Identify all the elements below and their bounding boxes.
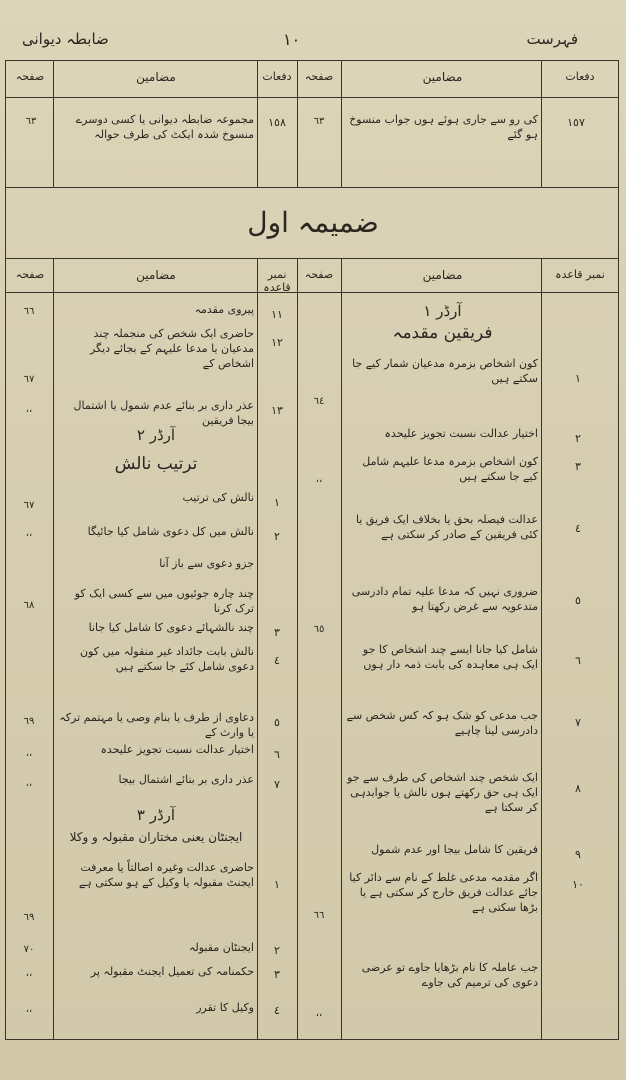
rule-number: ٣ [575,460,581,473]
col-header-safha-left: صفحہ [15,268,45,281]
rule-number: ١ [274,878,280,891]
rule-number: ٤ [575,522,581,535]
entry-page: ٦٦ [313,910,325,921]
running-header [0,30,626,58]
rule-number: ٢ [274,944,280,957]
entry-text: عذر داری بر بنائے اشتمال بیجا [118,773,254,786]
header-book-title: ضابطہ دیوانی [22,30,109,48]
entry-page: ،، [25,748,33,759]
rule-number: ٥ [575,594,581,607]
entry-page: ٦٧ [23,500,35,511]
entry-page: ،، [25,778,33,789]
col-header-rule-number-right: نمبر قاعدہ [555,268,605,281]
entry-text: ضروری نہیں کہ مدعا علیہ تمام دادرسی متدعویہ سے غرض رکھتا ہو [351,585,538,613]
entry-page: ،، [25,1004,33,1015]
entry-text: ایجنٹان مقبولہ [188,941,254,954]
rule-number: ١٠ [572,878,584,891]
page-number: ١٠ [283,30,301,49]
entry-page: ٦٨ [23,600,35,611]
rule-number: ٦ [575,654,581,667]
rule-number: ٧ [575,716,581,729]
entry-text: حکمنامہ کی تعمیل ایجنٹ مقبولہ پر [90,965,254,978]
entry-page: ٦٩ [23,912,35,923]
supplement-title: ضمیمہ اول [247,206,379,239]
entry-page: ،، [315,1008,323,1019]
entry-page: ،، [315,474,323,485]
entry-text: اختیار عدالت نسبت تجویز علیحدہ [384,427,538,440]
entry-page: ٦٩ [23,716,35,727]
col-header-safha-left: صفحہ [15,70,45,83]
rule-number: ٥ [274,716,280,729]
rule-number: ١ [274,496,280,509]
col-header-mazameen-right: مضامین [422,70,463,84]
entry-text: اگر مقدمہ مدعی غلط کے نام سے دائر کیا جائے عدالت فریق خارج کر سکتی ہے یا بڑھا سکتی ہے [349,871,538,914]
col-header-mazameen-left: مضامین [136,268,176,282]
col-header-rule-number-left: نمبر قاعدہ [263,268,291,294]
order-3-title: آرڈر ٣ [136,806,176,824]
rule-number: ٤ [274,1004,280,1017]
entry-page: ٦٤ [313,396,325,407]
entry-text: نالش میں کل دعوی شامل کیا جائیگا [87,525,254,538]
rule-number: ١٣ [271,404,283,417]
entry-text: کون اشخاص بزمرہ مدعیان شمار کیے جا سکتے ہیں [352,357,538,385]
rule-number: ٢ [274,530,280,543]
entry-text: وکیل کا تقرر [196,1001,254,1014]
rule-number: ٣ [274,968,280,981]
rule-number: ٨ [575,782,581,795]
rule-number: ٣ [274,626,280,639]
entry-page: ،، [25,968,33,979]
entry-text: ایک شخص چند اشخاص کی طرف سے جو ایک ہی حق رکھتے ہوں نالش یا جوابدہی کر سکتا ہے [347,771,538,814]
order-2-subtitle: ترتیب نالش [114,454,198,474]
col-header-safha-right: صفحہ [304,268,334,281]
entry-text: حاضری عدالت وغیرہ اصالتاً یا معرفت ایجنٹ مقبولہ یا وکیل کے ہو سکتی ہے [78,861,254,889]
entry-text: اختیار عدالت نسبت تجویز علیحدہ [100,743,254,756]
rule-number: ٦ [274,748,280,761]
col-header-safha-right: صفحہ [304,70,334,83]
order-3-subtitle: ایجنٹان یعنی مختاران مقبولہ و وکلا [69,830,243,844]
col-header-dafaat-left: دفعات [262,70,292,83]
entry-text: نالش بابت جائداد غیر منقولہ میں کون دعوی شامل کئے جا سکتے ہیں [80,645,254,673]
entry-page: ٦٦ [23,306,35,317]
order-1-subtitle: فریقین مقدمہ [392,323,493,343]
entry-page: ٦٥ [313,624,325,635]
rule-number: ٤ [274,654,280,667]
header-index-label: فہرست [526,30,578,48]
entry-page: ٦٣ [313,116,325,127]
entry-text: جب عاملہ کا نام بڑھایا جاوے تو عرضی دعوی کی ترمیم کی جاوے [361,961,538,989]
rule-number: ٩ [575,848,581,861]
rule-number: ١٢ [271,336,283,349]
col-header-dafaat-right: دفعات [565,70,595,83]
order-2-title: آرڈر ٢ [136,426,176,444]
entry-text: نالش کی ترتیب [182,491,254,504]
col-header-mazameen-right: مضامین [422,268,463,282]
section-number: ١٥٨ [268,116,286,129]
rule-number: ٢ [575,432,581,445]
entry-text: مجموعہ ضابطہ دیوانی یا کسی دوسرے منسوخ شدہ ایکٹ کی طرف حوالہ [75,113,254,141]
entry-page: ٧٠ [23,944,35,955]
entry-text: شامل کیا جانا ایسے چند اشخاص کا جو ایک ہی معاہدہ کی بابت ذمہ دار ہوں [362,643,538,671]
rule-number: ٧ [274,778,280,791]
entry-text: جب مدعی کو شک ہو کہ کس شخص سے دادرسی لینا چاہیے [346,709,538,737]
entry-page: ٦٧ [23,374,35,385]
section-number: ١٥٧ [567,116,585,129]
entry-text: دعاوی از طرف یا بنام وصی یا مہتمم ترکہ یا وارث کے [59,711,254,739]
entry-text: عدالت فیصلہ بحق یا بخلاف ایک فریق یا کئی فریقین کے صادر کر سکتی ہے [355,513,538,541]
col-header-mazameen-left: مضامین [136,70,176,84]
entry-text: پیروی مقدمہ [194,303,254,316]
rule-number: ١١ [271,308,283,321]
entry-page: ٦٣ [25,116,37,127]
entry-text: عذر داری بر بنائے عدم شمول یا اشتمال بیجا فریقین [73,399,254,427]
entry-text: کون اشخاص بزمرہ مدعا علیہم شامل کیے جا سکتے ہیں [362,455,538,483]
entry-text: فریقین کا شامل بیجا اور عدم شمول [371,843,538,856]
order-1-title: آرڈر ١ [423,302,462,320]
rule-number: ١ [575,372,581,385]
entry-text: جزو دعوی سے باز آنا [159,557,254,570]
entry-page: ،، [25,404,33,415]
entry-text: حاضری ایک شخص کی منجملہ چند مدعیان یا مدعا علیہم کے بجائے دیگر اشخاص کے [89,327,254,370]
entry-page: ،، [25,528,33,539]
entry-text: چند نالشہائے دعوی کا شامل کیا جانا [88,621,254,634]
entry-text: چند چارہ جوئیوں میں سے کسی ایک کو ترک کرنا [74,587,254,615]
entry-text: کی رو سے جاری ہوئے ہوں جواب منسوخ ہو گئے [349,113,538,141]
